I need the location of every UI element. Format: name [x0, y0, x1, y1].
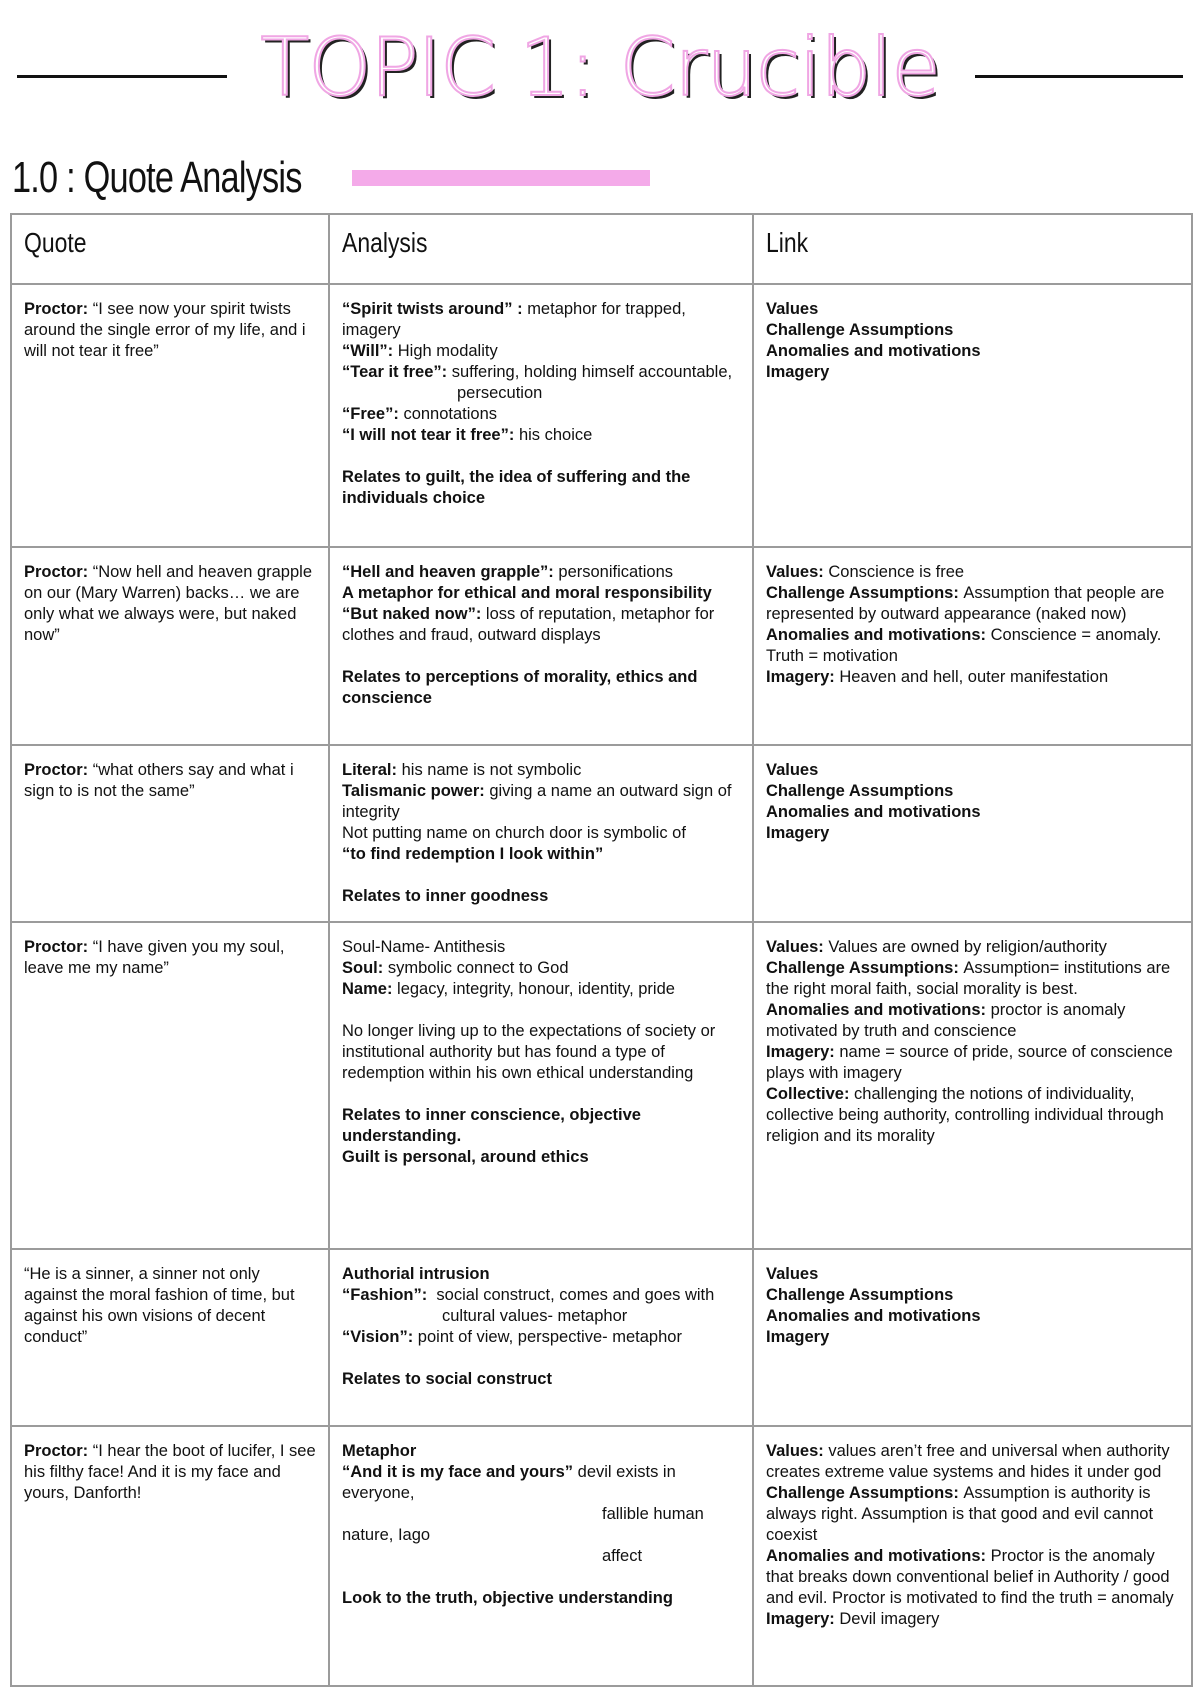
bold-label: Anomalies and motivations [766, 342, 981, 360]
line-text: affect [602, 1547, 643, 1565]
bold-label: “I will not tear it free”: [342, 426, 519, 444]
link-line [766, 937, 1179, 958]
analysis-line [342, 562, 740, 583]
analysis-line [342, 1105, 740, 1147]
line-text: symbolic connect to God [387, 959, 569, 977]
bold-label: Challenge Assumptions [766, 782, 954, 800]
bold-label: Relates to social construct [342, 1370, 552, 1388]
quote-line [24, 299, 316, 362]
link-line [766, 299, 1179, 320]
analysis-line [342, 425, 740, 446]
link-line [766, 1441, 1179, 1483]
line-gap [342, 1084, 740, 1105]
line-text: personifications [558, 563, 674, 581]
bold-label: Imagery: [766, 668, 840, 686]
bold-label: Relates to guilt, the idea of suffering and the individuals choice [342, 468, 695, 507]
bold-label: Challenge Assumptions: [766, 1484, 964, 1502]
analysis-cell [329, 1249, 753, 1426]
analysis-line [342, 760, 740, 781]
line-text: Heaven and hell, outer manifestation [839, 668, 1109, 686]
link-line [766, 1546, 1179, 1609]
bold-label: Anomalies and motivations: [766, 626, 991, 644]
bold-label: Anomalies and motivations [766, 1307, 981, 1325]
line-text: Conscience is free [828, 563, 965, 581]
line-text: cultural values- metaphor [442, 1307, 628, 1325]
bold-label: Imagery [766, 363, 830, 381]
line-text: name = source of pride, source of conscience plays with imagery [766, 1043, 1178, 1082]
analysis-line [342, 1525, 740, 1546]
bold-label: Values [766, 761, 819, 779]
analysis-line [342, 1588, 740, 1609]
analysis-line [342, 844, 740, 865]
analysis-line [342, 1369, 740, 1390]
link-line [766, 341, 1179, 362]
link-line [766, 760, 1179, 781]
header-quote: Quote [11, 214, 329, 284]
link-line [766, 1483, 1179, 1546]
analysis-line [342, 781, 740, 823]
link-cell [753, 547, 1192, 745]
line-text: “what others say and what i sign to is not the same” [24, 761, 299, 800]
analysis-line [342, 467, 740, 509]
link-line [766, 1264, 1179, 1285]
line-text: values aren’t free and universal when authority creates extreme value systems and hides it under god [766, 1442, 1175, 1481]
analysis-line [342, 667, 740, 709]
analysis-line [342, 404, 740, 425]
line-text: suffering, holding himself accountable, [451, 363, 733, 381]
analysis-line [342, 1306, 740, 1327]
link-line [766, 1084, 1179, 1147]
line-text: Assumption is authority is always right. Assumption is that good and evil cannot coexist [766, 1484, 1158, 1544]
quote-cell [11, 1426, 329, 1686]
link-cell [753, 1426, 1192, 1686]
bold-label: Relates to perceptions of morality, ethics and conscience [342, 668, 703, 707]
line-text: Values are owned by religion/authority [828, 938, 1107, 956]
line-text: persecution [457, 384, 543, 402]
page-header [0, 20, 1200, 115]
bold-label: Imagery: [766, 1610, 840, 1628]
bold-label: Values: [766, 938, 829, 956]
bold-label: “Hell and heaven grapple”: [342, 563, 559, 581]
line-text: Not putting name on church door is symbolic of [342, 824, 686, 842]
header-link: Link [753, 214, 1192, 284]
link-line [766, 958, 1179, 1000]
bold-label: Relates to inner goodness [342, 887, 549, 905]
line-text: fallible human [602, 1505, 704, 1523]
line-text: giving a name an outward sign of integrity [342, 782, 737, 821]
bold-label: Proctor: [24, 563, 93, 581]
link-line [766, 823, 1179, 844]
quote-cell [11, 1249, 329, 1426]
analysis-line [342, 604, 740, 646]
link-line [766, 1000, 1179, 1042]
link-line [766, 1327, 1179, 1348]
header-analysis: Analysis [329, 214, 753, 284]
bold-label: “Spirit twists around” : [342, 300, 528, 318]
line-gap [342, 1348, 740, 1369]
quote-line [24, 760, 316, 802]
link-line [766, 1285, 1179, 1306]
line-text: nature, Iago [342, 1526, 431, 1544]
link-line [766, 625, 1179, 667]
bold-label: “Free”: [342, 405, 404, 423]
quote-cell [11, 547, 329, 745]
analysis-line [342, 823, 740, 844]
analysis-line [342, 583, 740, 604]
line-gap [342, 1567, 740, 1588]
line-text: Assumption that people are represented by outward appearance (naked now) [766, 584, 1169, 623]
quote-cell [11, 922, 329, 1249]
bold-label: Anomalies and motivations: [766, 1001, 991, 1019]
bold-label: “to find redemption I look within” [342, 845, 604, 863]
table-row [11, 745, 1192, 922]
line-text: metaphor for trapped, imagery [342, 300, 691, 339]
analysis-line [342, 1021, 740, 1084]
bold-label: Imagery [766, 1328, 830, 1346]
link-line [766, 781, 1179, 802]
line-text: Devil imagery [839, 1610, 940, 1628]
line-text: challenging the notions of individuality, collective being authority, controlling individual through religion and its morality [766, 1085, 1169, 1145]
analysis-line [342, 958, 740, 979]
bold-label: Name: [342, 980, 398, 998]
analysis-line [342, 937, 740, 958]
header-rule-left [17, 75, 227, 78]
link-line [766, 1306, 1179, 1327]
line-text: “I have given you my soul, leave me my name” [24, 938, 290, 977]
bold-label: Values [766, 1265, 819, 1283]
analysis-line [342, 383, 740, 404]
line-text: his name is not symbolic [401, 761, 582, 779]
analysis-line [342, 1504, 740, 1525]
table-body [11, 284, 1192, 1686]
analysis-line [342, 1147, 740, 1168]
line-text: proctor is anomaly motivated by truth and conscience [766, 1001, 1131, 1040]
line-text: “Now hell and heaven grapple on our (Mary Warren) backs… we are only what we always were, but naked now” [24, 563, 317, 644]
bold-label: “Fashion”: [342, 1286, 432, 1304]
analysis-line [342, 1441, 740, 1462]
line-gap [342, 446, 740, 467]
line-text: his choice [518, 426, 593, 444]
bold-label: Talismanic power: [342, 782, 490, 800]
link-cell [753, 284, 1192, 547]
bold-label: Collective: [766, 1085, 855, 1103]
analysis-line [342, 1264, 740, 1285]
table-row [11, 547, 1192, 745]
bold-label: Values: [766, 1442, 829, 1460]
analysis-line [342, 1462, 740, 1504]
quote-line [24, 1441, 321, 1504]
bold-label: Proctor: [24, 1442, 93, 1460]
analysis-line [342, 979, 740, 1000]
link-line [766, 562, 1179, 583]
quote-analysis-table [10, 213, 1193, 1687]
quote-cell [11, 745, 329, 922]
table-header-row [11, 214, 1192, 284]
line-text: connotations [403, 405, 498, 423]
line-text: Conscience = anomaly. Truth = motivation [766, 626, 1166, 665]
link-line [766, 1609, 1179, 1630]
bold-label: “And it is my face and yours” [342, 1463, 578, 1481]
line-text: Proctor is the anomaly that breaks down conventional belief in Authority / good and evil. Proctor is motivated to find the truth = anomaly [766, 1547, 1175, 1607]
bold-label: “Will”: [342, 342, 398, 360]
analysis-line [342, 362, 740, 383]
bold-label: Look to the truth, objective understanding [342, 1589, 673, 1607]
line-text: legacy, integrity, honour, identity, pride [397, 980, 675, 998]
bold-label: Metaphor [342, 1442, 417, 1460]
link-line [766, 667, 1179, 688]
header-rule-right [975, 75, 1183, 78]
bold-label: Relates to inner conscience, objective understanding. [342, 1106, 646, 1145]
bold-label: Challenge Assumptions [766, 1286, 954, 1304]
line-gap [342, 1000, 740, 1021]
section-title: 1.0 : Quote Analysis [12, 153, 302, 202]
line-text: devil exists in everyone, [342, 1463, 681, 1502]
line-text: No longer living up to the expectations of society or institutional authority but has found a type of redemption within his own ethical understanding [342, 1022, 720, 1082]
line-text: point of view, perspective- metaphor [417, 1328, 682, 1346]
bold-label: Challenge Assumptions: [766, 584, 964, 602]
line-gap [342, 646, 740, 667]
page-title: TOPIC 1: Crucible [260, 21, 940, 114]
bold-label: Values: [766, 563, 829, 581]
bold-label: Anomalies and motivations: [766, 1547, 991, 1565]
quote-line [24, 1264, 316, 1348]
table-row [11, 1426, 1192, 1686]
line-text: Assumption= institutions are the right moral faith, social morality is best. [766, 959, 1175, 998]
bold-label: Proctor: [24, 938, 93, 956]
link-line [766, 1042, 1179, 1084]
table-row [11, 1249, 1192, 1426]
link-line [766, 320, 1179, 341]
bold-label: Authorial intrusion [342, 1265, 490, 1283]
bold-label: “But naked now”: [342, 605, 486, 623]
analysis-line [342, 886, 740, 907]
bold-label: Challenge Assumptions: [766, 959, 964, 977]
line-text: “I see now your spirit twists around the single error of my life, and i will not tear it free” [24, 300, 311, 360]
bold-label: Soul: [342, 959, 388, 977]
bold-label: “Tear it free”: [342, 363, 452, 381]
bold-label: A metaphor for ethical and moral responsibility [342, 584, 712, 602]
bold-label: Anomalies and motivations [766, 803, 981, 821]
analysis-cell [329, 922, 753, 1249]
link-line [766, 362, 1179, 383]
line-text: High modality [397, 342, 498, 360]
bold-label: Values [766, 300, 819, 318]
bold-label: Guilt is personal, around ethics [342, 1148, 589, 1166]
link-line [766, 802, 1179, 823]
analysis-cell [329, 745, 753, 922]
table-row [11, 284, 1192, 547]
analysis-cell [329, 1426, 753, 1686]
bold-label: Imagery [766, 824, 830, 842]
line-text: “I hear the boot of lucifer, I see his filthy face! And it is my face and yours, Danforth! [24, 1442, 321, 1502]
bold-label: “Vision”: [342, 1328, 418, 1346]
bold-label: Proctor: [24, 761, 93, 779]
analysis-line [342, 1546, 740, 1567]
bold-label: Proctor: [24, 300, 93, 318]
link-cell [753, 1249, 1192, 1426]
analysis-line [342, 299, 740, 341]
quote-line [24, 562, 316, 646]
bold-label: Imagery: [766, 1043, 840, 1061]
link-line [766, 583, 1179, 625]
bold-label: Literal: [342, 761, 402, 779]
analysis-line [342, 1285, 740, 1306]
analysis-cell [329, 547, 753, 745]
link-cell [753, 745, 1192, 922]
quote-line [24, 937, 316, 979]
analysis-cell [329, 284, 753, 547]
analysis-line [342, 341, 740, 362]
bold-label: Challenge Assumptions [766, 321, 954, 339]
table-row [11, 922, 1192, 1249]
analysis-line [342, 1327, 740, 1348]
section-heading [12, 148, 712, 208]
line-text: loss of reputation, metaphor for clothes and fraud, outward displays [342, 605, 719, 644]
section-accent-bar [352, 170, 650, 186]
link-cell [753, 922, 1192, 1249]
line-text: Soul-Name- Antithesis [342, 938, 506, 956]
line-text: social construct, comes and goes with [431, 1286, 715, 1304]
line-text: “He is a sinner, a sinner not only against the moral fashion of time, but against his own visions of decent conduct” [24, 1265, 300, 1346]
line-gap [342, 865, 740, 886]
quote-cell [11, 284, 329, 547]
